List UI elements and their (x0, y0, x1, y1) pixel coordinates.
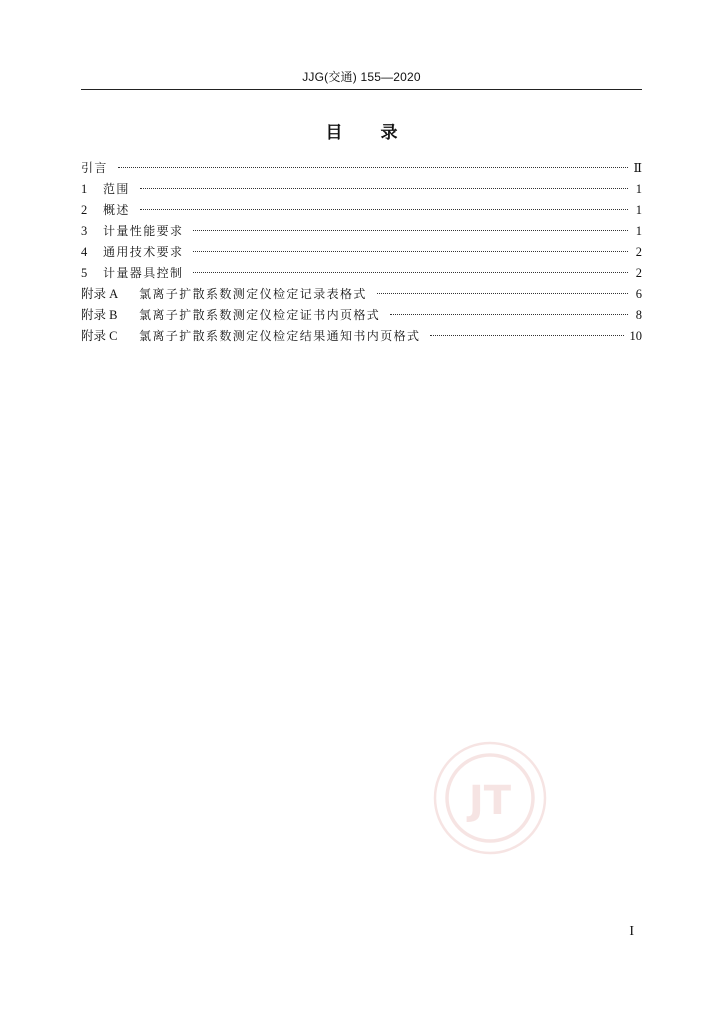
dot-leader (377, 293, 628, 294)
dot-leader (140, 188, 628, 189)
watermark-logo-text: JT (468, 778, 512, 824)
toc-entry-appendix-c[interactable] (81, 326, 642, 347)
toc-entry-4[interactable] (81, 242, 642, 263)
table-of-contents (81, 158, 642, 347)
toc-entry-page: 1 (635, 224, 642, 238)
dot-leader (193, 272, 628, 273)
toc-entry-page: 10 (629, 329, 642, 343)
toc-entry-1[interactable] (81, 179, 642, 200)
toc-entry-page: 1 (635, 182, 642, 196)
toc-entry-2[interactable] (81, 200, 642, 221)
toc-entry-page: 2 (635, 266, 642, 280)
toc-entry-page: 8 (635, 308, 642, 322)
toc-entry-appendix-a[interactable] (81, 284, 642, 305)
toc-entry-page: 2 (635, 245, 642, 259)
toc-entry-label: 范围 (103, 182, 130, 196)
dot-leader (430, 335, 623, 336)
toc-entry-number: 2 (81, 203, 88, 217)
toc-entry-page: 6 (635, 287, 642, 301)
toc-entry-label: 氯离子扩散系数测定仪检定证书内页格式 (139, 308, 381, 322)
toc-entry-page: 1 (635, 203, 642, 217)
toc-entry-page: Ⅱ (633, 161, 642, 175)
toc-entry-introduction[interactable] (81, 158, 642, 179)
toc-entry-number: 附录 A (81, 287, 119, 301)
toc-entry-label: 计量器具控制 (103, 266, 184, 280)
toc-title (81, 118, 642, 143)
toc-entry-appendix-b[interactable] (81, 305, 642, 326)
toc-entry-label: 氯离子扩散系数测定仪检定记录表格式 (139, 287, 367, 301)
toc-entry-label: 通用技术要求 (103, 245, 184, 259)
toc-entry-number: 5 (81, 266, 88, 280)
toc-entry-number: 3 (81, 224, 88, 238)
toc-entry-number: 附录 C (81, 329, 118, 343)
toc-entry-number: 附录 B (81, 308, 118, 322)
dot-leader (118, 167, 628, 168)
toc-entry-3[interactable] (81, 221, 642, 242)
toc-entry-number: 1 (81, 182, 88, 196)
dot-leader (140, 209, 628, 210)
page-number: I (629, 924, 634, 939)
toc-entry-label: 引言 (81, 161, 108, 175)
toc-entry-number: 4 (81, 245, 88, 259)
dot-leader (193, 251, 628, 252)
toc-entry-label: 概述 (103, 203, 130, 217)
dot-leader (193, 230, 628, 231)
toc-entry-label: 计量性能要求 (103, 224, 184, 238)
toc-title-part1: 目 (325, 123, 343, 143)
dot-leader (390, 314, 628, 315)
toc-entry-5[interactable] (81, 263, 642, 284)
running-head: JJG(交通) 155—2020 (302, 70, 421, 84)
jt-watermark-logo (432, 740, 548, 856)
toc-title-part2: 录 (380, 123, 398, 143)
toc-entry-label: 氯离子扩散系数测定仪检定结果通知书内页格式 (139, 329, 421, 343)
header-rule (81, 89, 642, 90)
